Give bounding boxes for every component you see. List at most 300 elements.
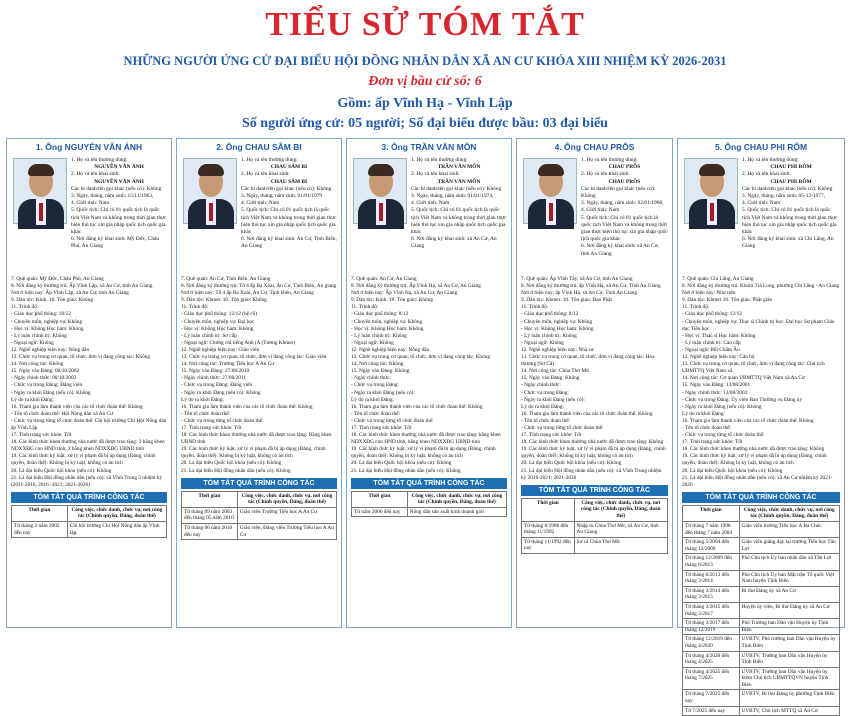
cell-desc: Huyện ủy viên, Bí thư Đảng ủy xã An Cư — [739, 602, 839, 618]
table-row — [683, 554, 840, 570]
table-row — [683, 619, 840, 635]
detail-line: - Ngày chính thức: 27/08/2011 — [181, 375, 247, 382]
fact-line: NGUYỄN VĂN ÁNH — [94, 178, 144, 185]
fact-line: 2. Họ và tên khai sinh: — [241, 171, 290, 178]
fact-line: 6. Nơi đăng ký khai sinh: xã An Cư, An Giang — [411, 236, 497, 250]
candidate-name: 1. Ông NGUYỄN VĂN ÁNH — [35, 142, 143, 152]
candidate-details — [177, 276, 341, 475]
detail-line: 21. Là đại biểu Hội đồng nhân dân (nếu có): xã Vĩnh Trung 3 nhiệm kỳ (2011-2016, 2016 -2021; 2021-2026) — [11, 474, 163, 488]
detail-line: 16. Tham gia làm thành viên của các tổ chức đoàn thể: Không — [11, 403, 143, 410]
fact-line: 5. Quốc tịch: Chỉ có 01 quốc tịch là quốc tịch Việt Nam và không trong thời gian thực hiện thủ tục xin gia nhập quốc tịch quốc gia khác — [71, 207, 167, 236]
detail-line: 7. Quê quán: An Cư, An Giang — [351, 276, 417, 282]
cell-desc: UVBTV, Trưởng ban Dân vận Huyện ủy kiêm Chủ tịch UBMTTQVN huyện Tịnh Biên — [739, 667, 839, 690]
work-history-table — [521, 498, 668, 554]
detail-line: 20. Là đại biểu Quốc hội khóa (nếu có): Không — [521, 460, 622, 467]
detail-line: - Chức vụ trong từng tổ chức đoàn thể: Chi hội trưởng Chi Hội Nông dân ấp Vĩnh Lập — [11, 417, 167, 431]
detail-line: 16. Tham gia làm thành viên của các tổ chức đoàn thể: Không — [521, 410, 653, 417]
detail-line: - Tên tổ chức đoàn thể: Hội Nông dân xã An Cư — [11, 410, 113, 417]
table-header-row — [12, 505, 167, 521]
detail-line: 16. Tham gia làm thành viên của các tổ chức đoàn thể: Không — [682, 417, 814, 424]
cell-desc: Chi hội trưởng Chi Hội Nông dân ấp Vĩnh lập. — [67, 522, 166, 538]
detail-line: - Chức vụ trong từng tổ chức đoàn thể: — [682, 432, 765, 439]
detail-line: 17. Tình trạng sức khỏe: Tốt — [11, 432, 72, 439]
detail-line: 15. Ngày vào Đảng: Không — [351, 368, 410, 375]
detail-line: 12. Nghề nghiệp hiện nay: Cán bộ — [682, 354, 755, 361]
detail-line: 19. Các hình thức kỷ luật, xử lý vi phạm đã bị áp dụng (Đảng, chính quyền, đoàn thể): Không bị kỷ luật, không có án tích — [351, 446, 496, 460]
detail-line: - Chức vụ trong Đảng: Đảng viên — [11, 382, 83, 389]
detail-line: 7. Quê quán: Mỹ Đức, Châu Phú, An Giang — [11, 276, 104, 282]
cell-time: Từ tháng 12/2019 đến tháng 4/2020 — [683, 635, 740, 651]
fact-line: 3. Ngày, tháng, năm sinh: 15/11/1963, — [71, 193, 154, 200]
table-header-row — [182, 491, 337, 507]
detail-line: - Lý luận chính trị: Không — [11, 332, 67, 339]
fact-line: CHAU PRÔS — [608, 164, 641, 171]
header-desc: Công việc, chức danh, chức vụ, nơi công tác (Chính quyền, Đảng, đoàn thể) — [237, 491, 336, 507]
detail-line: 14. Nơi công tác: Không — [11, 361, 64, 368]
fact-line: 3. Ngày, tháng, năm sinh: 01/01/1979 — [241, 193, 323, 200]
detail-line: 8. Nơi đăng ký thường trú: ấp Vĩnh Hạ, xã An Cư, Tỉnh An Giang — [521, 283, 661, 290]
detail-line: 15. Ngày vào Đảng: 13/08/2001 — [682, 382, 751, 389]
table-row — [352, 507, 507, 517]
detail-line: - Lý luận chính trị: Cao cấp — [682, 339, 741, 346]
fact-line: 3. Ngày, tháng, năm sinh: 01/01/1974, — [411, 193, 494, 200]
work-history-title: TÓM TẮT QUÁ TRÌNH CÔNG TÁC — [11, 492, 167, 503]
cell-time: Từ tháng 11/1992 đến nay — [522, 537, 575, 553]
table-row — [683, 667, 840, 690]
candidate-card — [516, 138, 673, 628]
table-row — [683, 690, 840, 706]
detail-line: 14. Nơi công tác: Cơ quan UBMTTQ Việt Nam xã An Cư — [682, 375, 805, 382]
cell-desc: UVBTV, Bí thư Đảng ủy phường Tịnh Biên — [739, 690, 839, 706]
fact-line: 5. Quốc tịch: Chỉ có 01 quốc tịch là quốc tịch Việt Nam và không trong thời gian thực hiện thủ tục xin gia nhập quốc tịch quốc gia khác — [411, 207, 507, 236]
candidate-facts — [581, 157, 668, 258]
detail-line: 12. Nghề nghiệp hiện nay: Nông dân — [351, 346, 430, 353]
detail-line: 11. Trình độ: — [181, 304, 209, 311]
detail-line: 17. Tình trạng sức khỏe: Tốt — [351, 424, 412, 431]
detail-line: Lý do ra khỏi Đảng: — [521, 403, 564, 410]
detail-line: 12. Nghề nghiệp hiện nay: Nhà sư — [521, 346, 594, 353]
detail-line: 13. Chức vụ trong cơ quan, tổ chức, đơn vị đang công tác: Chủ tịch UBMTTQ Việt Nam xã — [682, 361, 825, 375]
cell-time: Từ tháng 06 năm 2010 đến nay — [182, 524, 238, 540]
detail-line: - Chức vụ trong từng tổ chức đoàn thể: — [181, 417, 264, 424]
candidate-count: Số người ứng cử: 05 người; Số đại biểu được bầu: 03 đại biểu — [242, 116, 608, 131]
detail-line: 12. Nghề nghiệp hiện nay: Nông dân — [11, 346, 90, 353]
candidate-photo — [684, 158, 738, 224]
detail-line: 9. Dân tộc: Khmer. 10. Tôn giáo: Đạo Phật — [521, 297, 612, 304]
table-row — [683, 586, 840, 602]
fact-line: 5. Quốc tịch: Chỉ có 01 quốc tịch là quốc tịch Việt Nam và không trong thời gian thực hiện thủ tục xin gia nhập quốc tịch quốc gia khác — [742, 207, 838, 236]
cell-time: Từ 7/2025 đến nay — [683, 706, 740, 716]
cell-desc: Nông dân sản xuất kinh doanh giỏi — [407, 507, 506, 517]
candidate-summary — [7, 154, 171, 276]
fact-line: 2. Họ và tên khai sinh: — [581, 171, 630, 178]
cell-desc: Giáo viên Trường Tiểu học A An Cư — [237, 507, 336, 523]
fact-line: CHAU SÂM BI — [270, 164, 308, 171]
candidate-details — [7, 276, 171, 489]
work-history-table — [682, 505, 840, 716]
detail-line: 15. Ngày vào Đảng: Không — [521, 375, 580, 382]
candidate-facts — [742, 157, 840, 251]
detail-line: - Lý luận chính trị: Không — [521, 332, 577, 339]
fact-line: 1. Họ và tên thường dùng: — [742, 157, 799, 163]
header-desc: Công việc, chức danh, chức vụ, nơi công tác (Chính quyền, Đảng, đoàn thể) — [574, 498, 667, 521]
detail-line: - Học vị: Không Học hàm: Không — [11, 325, 84, 332]
fact-line: 5. Quốc tịch: Chỉ có 01 quốc tịch là quốc tịch Việt Nam và không trong thời gian thực hiện thủ tục xin gia nhập quốc tịch quốc gia khác — [581, 214, 668, 243]
candidate-details — [678, 276, 844, 489]
detail-line: Nơi ở hiện nay: ấp Vĩnh Hạ, xã An Cư, Tỉnh An Giang — [521, 290, 637, 297]
fact-line: TRẦN VĂN MÔN — [437, 164, 481, 171]
fact-line: Các bí danh/tên gọi khác (nếu có): Không — [581, 185, 656, 200]
cell-time: Từ tháng 7/2025 đến nay — [683, 690, 740, 706]
cell-desc: Giáo viên trường Tiểu học A Ba Chúc — [739, 522, 839, 538]
candidate-summary — [177, 154, 341, 276]
candidate-summary — [517, 154, 672, 276]
fact-line: Các bí danh/tên gọi khác (nếu có): Không — [411, 185, 502, 192]
table-header-row — [352, 491, 507, 507]
work-history-table — [181, 491, 337, 541]
detail-line: - Tên tổ chức đoàn thể: — [521, 417, 571, 424]
detail-line: 8. Nơi đăng ký thường trú: Khóm Trà Long, phường Chi Lăng - An Giang — [682, 283, 840, 290]
fact-line: 1. Họ và tên thường dùng: — [411, 157, 468, 163]
page-title: TIỂU SỬ TÓM TẮT — [265, 6, 585, 43]
detail-line: 13. Chức vụ trong cơ quan, tổ chức, đơn vị đang công tác: Giáo viên — [181, 354, 327, 361]
detail-line: - Chức vụ trong từng tổ chức đoàn thể: — [521, 424, 604, 431]
table-row — [683, 635, 840, 651]
work-history-title: TÓM TẮT QUÁ TRÌNH CÔNG TÁC — [181, 478, 337, 489]
table-row — [182, 524, 337, 540]
cell-desc: UVBTV, Chủ tịch MTTQ xã An Cư — [739, 706, 839, 716]
header-time: Thời gian — [12, 505, 68, 521]
header-time: Thời gian — [182, 491, 238, 507]
table-row — [683, 570, 840, 586]
detail-line: - Ngày chính thức: 00/10/2003 — [11, 375, 77, 382]
fact-line: 4. Giới tính: Nam — [742, 200, 781, 207]
candidate-photo — [13, 158, 67, 224]
photo-hair — [699, 164, 725, 176]
fact-line: 5. Quốc tịch: Chỉ có 01 quốc tịch là quốc tịch Việt Nam và không trong thời gian thực hiện thủ tục xin gia nhập quốc tịch quốc gia khác — [241, 207, 337, 236]
cell-time: Từ tháng 6/2013 đến tháng 3/2014 — [683, 570, 740, 586]
fact-line: 4. Giới tính: Nam — [581, 207, 620, 214]
cell-time: Từ tháng 5/2004 đến tháng 12/2009 — [683, 538, 740, 554]
work-history-title: TÓM TẮT QUÁ TRÌNH CÔNG TÁC — [521, 485, 668, 496]
fact-line: Các bí danh/tên gọi khác (nếu có): Không — [71, 185, 162, 192]
detail-line: 8. Nơi đăng ký thường trú: Tổ 4 ấp Ba Xoài, An Cư, Tịnh Biên, An giang — [181, 283, 337, 290]
fact-line: 4. Giới tính: Nam — [71, 200, 110, 207]
cell-time: Từ tháng 7 năm 1998 đến tháng 7 năm 2004 — [683, 522, 740, 538]
candidate-facts — [411, 157, 507, 251]
detail-line: 20. Là đại biểu Quốc hội khóa (nếu có): Không — [181, 460, 282, 467]
detail-line: 16. Tham gia làm thành viên của các tổ chức đoàn thể: Không — [351, 403, 483, 410]
fact-line: 4. Giới tính: Nam — [411, 200, 450, 207]
detail-line: 7. Quê quán: Ấp Vĩnh Tây, xã An Cư, tỉnh An Giang — [521, 276, 633, 282]
detail-line: 17. Tình trạng sức khỏe: Tốt — [682, 439, 743, 446]
detail-line: - Chức vụ trong Đảng: Đảng viên — [181, 382, 253, 389]
detail-line: - Ngoại ngữ: Không — [521, 339, 564, 346]
detail-line: - Chức vụ trong Đảng: Ủy viên Ban Thường vụ Đảng ủy — [682, 396, 803, 403]
cell-time: Từ tháng 6/1980 đến tháng 11/1992 — [522, 521, 575, 537]
detail-line: 18. Các hình thức khen thưởng nhà nước đã được trao tặng: Bằng khen UBND tỉnh — [181, 432, 332, 446]
candidate-facts — [71, 157, 167, 251]
candidate-card — [346, 138, 512, 628]
detail-line: - Ngày ra khỏi Đảng (nếu có): Không — [11, 389, 91, 396]
cell-time: Từ tháng 12/2009 đến tháng 6/2013 — [683, 554, 740, 570]
candidate-facts — [241, 157, 337, 251]
cell-desc: Nhập tu Chùa Thơ Mít, xã An Cư, tỉnh An Giang — [574, 521, 667, 537]
cell-time: Từ tháng 4/2020 đến tháng 4/2025 — [683, 651, 740, 667]
candidate-name: 5. Ông CHAU PHI RÔM — [714, 142, 808, 152]
detail-line: - Chức vụ trong Đảng: — [521, 389, 569, 396]
cell-time: Từ tháng 09 năm 2003 đến tháng 05 năm 2010 — [182, 507, 238, 523]
document-header — [0, 0, 850, 140]
candidate-photo — [523, 158, 577, 224]
detail-line: - Giáo dục phổ thông: 8/12 — [351, 311, 409, 318]
detail-line: Lý do ra khỏi Đảng: — [351, 396, 394, 403]
detail-line: - Chuyên môn, nghiệp vụ: Thạc sĩ Chính trị học, Đại học Sư phạm Giáo dục Tiểu học — [682, 318, 835, 332]
table-row — [683, 522, 840, 538]
candidate-details — [517, 276, 672, 482]
cell-time: Từ năm 2006 đến nay — [352, 507, 408, 517]
fact-line: Các bí danh/tên gọi khác (nếu có): Không — [241, 185, 332, 192]
detail-line: - Ngày ra khỏi Đảng (nếu có): — [521, 396, 585, 403]
detail-line: 21. Là đại biểu Hội đồng nhân dân (nếu có): Không — [351, 467, 461, 474]
cell-time: Từ tháng 3/2017 đến tháng 12/2019 — [683, 619, 740, 635]
fact-line: 3. Ngày, tháng, năm sinh: 05-12-1977, — [742, 193, 826, 200]
detail-line: 9. Dân tộc: Khmer. 10. Tôn giáo: Không — [181, 297, 267, 304]
detail-line: 9. Dân tộc: Khmer 10. Tôn giáo: Phật giáo — [682, 297, 773, 304]
detail-line: - Học vị: Không Học hàm: Không — [351, 325, 424, 332]
table-row — [683, 651, 840, 667]
detail-line: 11. Trình độ: — [521, 304, 549, 311]
fact-line: 3. Ngày, tháng, năm sinh: 02/01/1968, — [581, 200, 664, 207]
detail-line: 19. Các hình thức kỷ luật, xử lý vi phạm đã bị áp dụng (Đảng, chính quyền, đoàn thể): Không bị kỷ luật, không có án tích — [11, 453, 156, 467]
photo-tie — [209, 203, 213, 221]
fact-line: CHAU PRÔS — [608, 178, 641, 185]
candidate-card — [677, 138, 845, 714]
header-time: Thời gian — [522, 498, 575, 521]
detail-line: 18. Các hình thức khen thưởng nhà nước đã được trao tặng: 3 bằng khen NDXXĐG con HND tỉnh, 2 bằng khen NDXXĐG UBND tỉnh — [11, 439, 165, 453]
fact-line: CHAU SÂM BI — [270, 178, 308, 185]
fact-line: NGUYỄN VĂN ÁNH — [94, 164, 144, 171]
detail-line: - Lý luận chính trị: Không — [351, 332, 407, 339]
fact-line: 1. Họ và tên thường dùng: — [71, 157, 128, 163]
table-row — [683, 602, 840, 618]
detail-line: - Giáo dục phổ thông: 12/12 — [682, 311, 742, 318]
fact-line: 4. Giới tính: Nam — [241, 200, 280, 207]
fact-line: 2. Họ và tên khai sinh: — [411, 171, 460, 178]
detail-line: 19. Các hình thức kỷ luật, xử lý vi phạm đã bị áp dụng (Đảng, chính quyền, đoàn thể): Không bị kỷ luật, không có án tích — [181, 446, 326, 460]
fact-line: 6. Nơi đăng ký khai sinh: xã An Cư, tỉnh An Giang — [581, 243, 659, 257]
detail-line: 14. Nơi công tác: Trường Tiểu học A An Cư — [181, 361, 275, 368]
detail-line: - Chuyên môn, nghiệp vụ: Không — [11, 318, 83, 325]
detail-line: 20. Là đại biểu Quốc hội khóa (nếu có): Không — [351, 460, 452, 467]
detail-line: 14. Nơi công tác: Không — [351, 361, 404, 368]
detail-line: 17. Tình trạng sức khỏe: Tốt — [521, 432, 582, 439]
detail-line: 7. Quê quán: Chi Lăng, An Giang — [682, 276, 754, 282]
cell-time: Từ tháng 4/2025 đến tháng 7/2025 — [683, 667, 740, 690]
detail-line: - Chức vụ trong từng tổ chức đoàn thể: — [351, 417, 434, 424]
candidate-summary — [347, 154, 511, 276]
detail-line: - Lý luận chính trị: Sơ cấp — [181, 332, 237, 339]
detail-line: - Giáo dục phổ thông: 10/12 — [11, 311, 71, 318]
fact-line: 6. Nơi đăng ký khai sinh: Mỹ Đức, Châu Phú, An Giang — [71, 236, 160, 250]
detail-line: 13. Chức vụ trong cơ quan, tổ chức, đơn vị đang công tác: Không — [351, 354, 491, 361]
detail-line: 20. Là đại biểu Quốc hội khóa (nếu có): Không — [682, 467, 783, 474]
detail-line: - Chuyên môn, nghiệp vụ: Không — [521, 318, 593, 325]
detail-line: - Tên tổ chức đoàn thể: — [682, 424, 732, 431]
fact-line: 2. Họ và tên khai sinh: — [71, 171, 120, 178]
detail-line: 15. Ngày vào Đảng: 00/10/2002 — [11, 368, 80, 375]
photo-hair — [368, 164, 394, 176]
detail-line: 9. Dân tộc: Kinh. 10. Tôn giáo: Không — [11, 297, 93, 304]
detail-line: Nơi ở hiện nay: Như trên — [682, 290, 736, 297]
detail-line: - Tên tổ chức đoàn thể: — [351, 410, 401, 417]
candidate-card — [6, 138, 172, 628]
work-history-table — [11, 505, 167, 538]
cell-desc: UVBTV, Trưởng ban Dân vận Huyện ủy Tịnh Biên — [739, 651, 839, 667]
detail-line: 7. Quê quán: An Cư, Tịnh Biên, An Giang — [181, 276, 271, 282]
candidate-name: 3. Ông TRẦN VĂN MÔN — [381, 142, 477, 152]
detail-line: 13. Chức vụ trong cơ quan, tổ chức, đơn vị đang công tác: Hòa thượng (Sư Cả) — [521, 354, 655, 368]
photo-hair — [538, 164, 564, 176]
fact-line: 6. Nơi đăng ký khai sinh: xã Chi Lăng, An Giang — [742, 236, 834, 250]
detail-line: - Giáo dục phổ thông: 8/12 — [521, 311, 579, 318]
cell-desc: Phó Trưởng ban Dân vận Huyện ủy Tịnh Biên — [739, 619, 839, 635]
detail-line: - Ngày chính thức: — [351, 375, 391, 382]
table-row — [683, 538, 840, 554]
detail-line: 18. Các hình thức khen thưởng nhà nước đã được trao tặng: bằng khen NDXXĐG con HND tỉnh, bằng khen NDXXĐG UBND tỉnh — [351, 432, 501, 446]
table-row — [522, 537, 668, 553]
electoral-unit: Đơn vị bầu cử số: 6 — [368, 74, 482, 89]
detail-line: 12. Nghề nghiệp hiện nay: Giáo viên — [181, 346, 260, 353]
detail-line: 19. Các hình thức kỷ luật, xử lý vi phạm đã bị áp dụng (Đảng, chính quyền, đoàn thể): Không bị kỷ luật, không có án tích — [682, 453, 827, 467]
header-time: Thời gian — [352, 491, 408, 507]
detail-line: 18. Các hình thức khen thưởng nhà nước đã được trao tặng: Không — [682, 446, 825, 453]
fact-line: TRẦN VĂN MÔN — [437, 178, 481, 185]
detail-line: - Ngày ra khỏi Đảng (nếu có): Không — [181, 389, 261, 396]
cell-desc: Bí thư Đảng ủy xã An Cư — [739, 586, 839, 602]
detail-line: 17. Tình trạng sức khỏe: Tốt — [181, 424, 242, 431]
candidate-name: 4. Ông CHAU PRÔS — [554, 142, 635, 152]
detail-line: - Ngoại ngữ: Chứng chỉ tiếng Anh (A (Tương Khmer) — [181, 339, 296, 346]
detail-line: 19. Các hình thức kỷ luật, xử lý vi phạm đã bị áp dụng (Đảng, chính quyền, đoàn thể): Không bị kỷ luật, không có án tích — [521, 446, 666, 460]
cell-time: Từ tháng 3/2014 đến tháng 3/2015 — [683, 586, 740, 602]
fact-line: 6. Nơi đăng ký khai sinh: An Cư, Tịnh Biên, An Giang — [241, 236, 337, 250]
cell-desc: Phó Chủ tịch Ủy ban nhân dân xã Tân Lợi — [739, 554, 839, 570]
detail-line: 9. Dân tộc: Kinh. 10. Tôn giáo: Không — [351, 297, 433, 304]
photo-tie — [39, 203, 43, 221]
fact-line: CHAU PHI RÔM — [770, 178, 812, 185]
table-row — [522, 521, 668, 537]
work-history-table — [351, 491, 507, 518]
detail-line: 18. Các hình thức khen thưởng nhà nước đã được trao tặng: Không — [521, 439, 664, 446]
table-row — [182, 507, 337, 523]
header-desc: Công việc, chức danh, chức vụ, nơi công tác (Chính quyền, Đảng, đoàn thể) — [67, 505, 166, 521]
header-time: Thời gian — [683, 505, 740, 521]
detail-line: - Ngày chính thức: 13/08/2002 — [682, 389, 748, 396]
detail-line: 21. Là đại biểu Hội đồng nhân dân (nếu có): xã An Cư nhiệm kỳ 2021-2026 — [682, 474, 833, 488]
detail-line: - Ngoại ngữ: Không — [11, 339, 54, 346]
header-desc: Công việc, chức danh, chức vụ, nơi công tác (Chính quyền, Đảng, đoàn thể) — [407, 491, 506, 507]
work-history-title: TÓM TẮT QUÁ TRÌNH CÔNG TÁC — [682, 492, 840, 503]
table-row — [12, 522, 167, 538]
detail-line: - Tên tổ chức đoàn thể: — [181, 410, 231, 417]
detail-line: Nơi ở hiện nay: Ấp Vĩnh Hạ, xã An Cư, An Giang — [351, 290, 458, 297]
detail-line: - Chức vụ trong Đảng: — [351, 382, 399, 389]
detail-line: - Học vị: Thạc sĩ Học hàm: Không — [682, 332, 756, 339]
detail-line: 14. Nơi công tác: Chùa Thơ Mít — [521, 368, 590, 375]
cell-time: Từ tháng 2 năm 2002 đến nay — [12, 522, 68, 538]
detail-line: Lý do ra khỏi Đảng: — [682, 410, 725, 417]
candidate-photo — [353, 158, 407, 224]
cell-desc: UVBTV, Phó trưởng ban Dân vận Huyện ủy Tịnh Biên — [739, 635, 839, 651]
table-header-row — [683, 505, 840, 521]
detail-line: 16. Tham gia làm thành viên của các tổ chức đoàn thể: Không — [181, 403, 313, 410]
detail-line: 20. Là đại biểu Quốc hội khóa (nếu có): Không — [11, 467, 112, 474]
header-desc: Công việc, chức danh, chức vụ, nơi công tác (Chính quyền, Đảng, đoàn thể) — [739, 505, 839, 521]
detail-line: 8. Nơi đăng ký thường trú: Ấp Vĩnh Lập, xã An Cư, tỉnh An Giang — [11, 283, 153, 290]
cell-desc: Giáo viên giảng dạy tại trường Tiểu học Tân Lợi — [739, 538, 839, 554]
fact-line: CHAU PHI RÔM — [770, 164, 812, 171]
fact-line: 2. Họ và tên khai sinh: — [742, 171, 791, 178]
fact-line: Các bí danh/tên gọi khác (nếu có): Không — [742, 185, 833, 192]
detail-line: 11. Trình độ: — [11, 304, 39, 311]
detail-line: Lý do ra khỏi Đảng: — [11, 396, 54, 403]
candidate-name: 2. Ông CHAU SÂM BI — [216, 142, 302, 152]
detail-line: 11. Trình độ: — [351, 304, 379, 311]
fact-line: 1. Họ và tên thường dùng: — [241, 157, 298, 163]
cell-desc: Phó Chủ tịch Ủy ban Mặt trận Tổ quốc Việt Nam huyện Tịnh Biên — [739, 570, 839, 586]
candidate-summary — [678, 154, 844, 276]
detail-line: 21. Là đại biểu Hội đồng nhân dân (nếu có): xã Vĩnh Trung nhiệm kỳ 2016-2021; 2021-2026 — [521, 467, 662, 481]
detail-line: Nơi ở hiện nay: Ấp Vĩnh Lập, xã An Cư, tỉnh An Giang — [11, 290, 129, 297]
table-header-row — [522, 498, 668, 521]
cell-desc: Giáo viên, Đảng viên Trường Tiểu học A An Cư — [237, 524, 336, 540]
fact-line: 1. Họ và tên thường dùng: — [581, 157, 638, 163]
detail-line: 11. Trình độ: — [682, 304, 710, 311]
detail-line: - Học vị: Không Học hàm: Không — [181, 325, 254, 332]
detail-line: - Ngày ra khỏi Đảng (nếu có): Không — [682, 403, 762, 410]
detail-line: 15. Ngày vào Đảng: 27/08/2010 — [181, 368, 250, 375]
photo-tie — [379, 203, 383, 221]
detail-line: 21. Là đại biểu Hội đồng nhân dân (nếu có): Không — [181, 467, 291, 474]
detail-line: - Chuyên môn, nghiệp vụ: Đại học — [181, 318, 255, 325]
detail-line: - Ngoại ngữ: Không — [351, 339, 394, 346]
photo-tie — [710, 203, 714, 221]
detail-line: 13. Chức vụ trong cơ quan, tổ chức, đơn vị đang công tác: Không — [11, 354, 151, 361]
detail-line: - Giáo dục phổ thông: 12/12 (hệ cũ) — [181, 311, 258, 318]
detail-line: - Ngoại ngữ: Bồi Chẩm Âu — [682, 346, 740, 353]
photo-hair — [198, 164, 224, 176]
candidate-card — [176, 138, 342, 628]
candidate-photo — [183, 158, 237, 224]
detail-line: - Ngày ra khỏi Đảng (nếu có): — [351, 389, 415, 396]
work-history-title: TÓM TẮT QUÁ TRÌNH CÔNG TÁC — [351, 478, 507, 489]
electoral-area: Gồm: ấp Vĩnh Hạ - Vĩnh Lập — [337, 96, 513, 111]
cell-time: Từ tháng 3/2015 đến tháng 3/2017 — [683, 602, 740, 618]
table-row — [683, 706, 840, 716]
candidate-details — [347, 276, 511, 475]
detail-line: Nơi ở hiện nay: Tổ 4 ấp Ba Xoài, An Cư, Tịnh Biên, An Giang — [181, 290, 314, 297]
detail-line: - Chuyên môn, nghiệp vụ: Không — [351, 318, 423, 325]
detail-line: Lý do ra khỏi Đảng: — [181, 396, 224, 403]
detail-line: - Ngày chính thức: — [521, 382, 561, 389]
detail-line: 8. Nơi đăng ký thường trú: Ấp Vĩnh Hạ, xã An Cư, An Giang — [351, 283, 481, 290]
detail-line: - Học vị: Không Học hàm: Không — [521, 325, 594, 332]
photo-tie — [549, 203, 553, 221]
cell-desc: Sư cả Chùa Thơ Mít — [574, 537, 667, 553]
page-subtitle: NHỮNG NGƯỜI ỨNG CỬ ĐẠI BIỂU HỘI ĐỒNG NHÂN DÂN XÃ AN CƯ KHÓA XIII NHIỆM KỲ 2026-2031 — [123, 54, 727, 68]
photo-hair — [28, 164, 54, 176]
